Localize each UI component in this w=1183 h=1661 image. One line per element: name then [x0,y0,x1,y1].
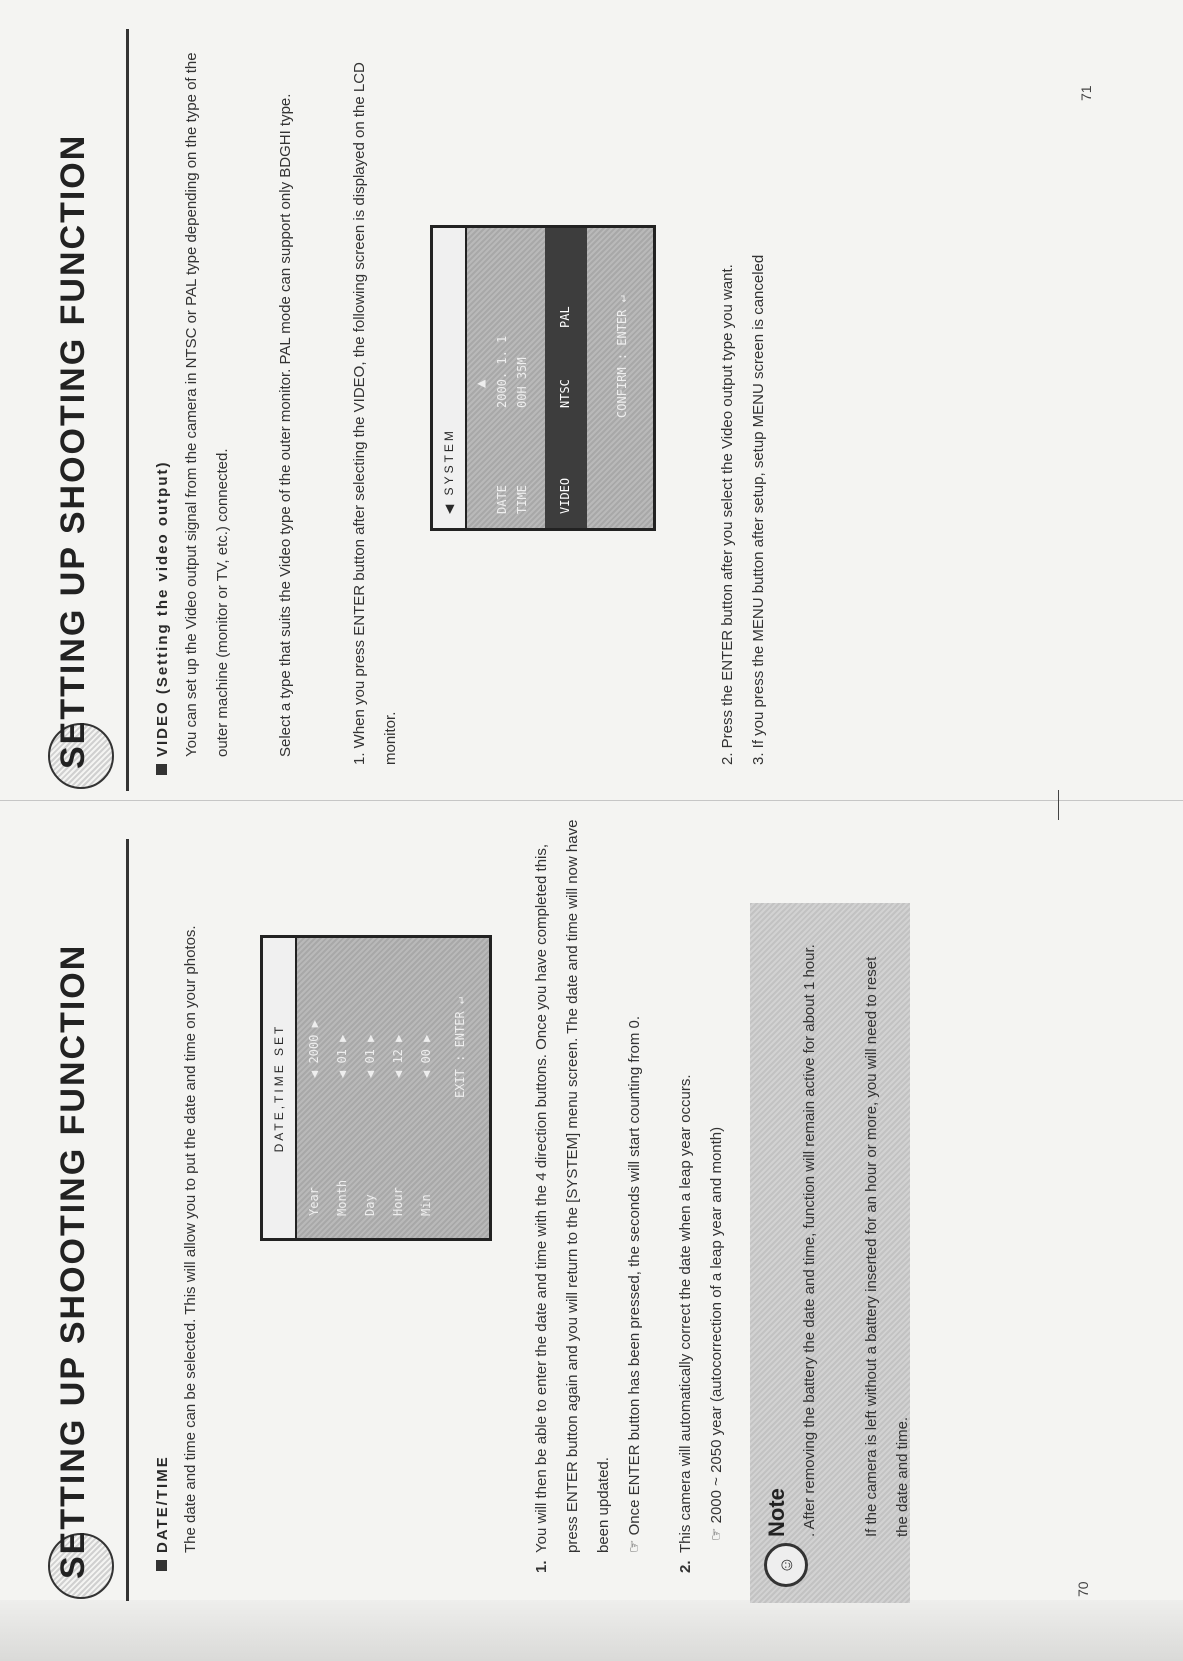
note-line-2: If the camera is left without a battery inserted for an hour or more, you will need to reset the date and time. [863,956,911,1537]
step1-hint [619,813,650,1553]
left-page [0,811,1183,1601]
video-heading-text: VIDEO (Setting the video output) [154,460,171,757]
step2-hint [701,821,732,1541]
menu-row-value: ◀ 12 ▶ [391,1034,405,1078]
hint-pointer-icon: ☞ [708,1523,725,1541]
menu-row-month: Month [335,1179,349,1216]
video-para-1: You can set up the Video output signal from the camera in NTSC or PAL type depending on the type of the outer machine (monitor or TV, etc.) connected. [183,52,231,757]
video-step-2: 2. Press the ENTER button after you select the Video output type you want. [719,264,736,765]
menu-time-label: TIME [515,485,529,514]
menu-time-value: 00H 35M [515,357,529,408]
system-menu-footer [615,295,629,418]
menu-row-value: ◀ 2000 ▶ [307,1020,321,1078]
menu-date-label: DATE [495,485,509,514]
menu-video-option-ntsc: NTSC [558,379,572,408]
system-menu-header: ◀ SYSTEM [433,228,467,528]
date-time-intro: The date and time can be selected. This will allow you to put the date and time on your photos. [182,925,199,1553]
left-page-title: SETTING UP SHOOTING FUNCTION [54,943,92,1579]
date-time-heading [154,1455,171,1571]
menu-row-value: ◀ 01 ▶ [363,1034,377,1078]
menu-footer-text: EXIT : ENTER [453,1011,467,1098]
video-heading [154,461,171,776]
menu-date-value: 2000. 1. 1 [495,335,509,408]
note-title: Note [764,1488,789,1537]
title-rule [126,29,129,791]
square-bullet-icon [156,1560,167,1571]
menu-row-value: ◀ 00 ▶ [419,1034,433,1078]
page-number-right: 71 [1078,85,1094,101]
step2-hint-text: 2000 ~ 2050 year (autocorrection of a leap year and month) [708,1126,725,1524]
title-rule [126,839,129,1601]
right-page-title: SETTING UP SHOOTING FUNCTION [54,133,92,769]
video-step-3: 3. If you press the MENU button after setup, setup MENU screen is canceled [750,254,767,765]
right-page [0,1,1183,791]
note-line-1: . After removing the battery the date and time, function will remain active for about 1 hour. [801,944,818,1537]
date-time-menu-screen [260,935,492,1241]
square-bullet-icon [156,764,167,775]
menu-row-label: Year [307,1187,321,1216]
step1-number: 1. [533,1560,550,1573]
system-menu-footer-text: CONFIRM : ENTER [615,309,629,418]
scroll-up-arrow-icon: ▲ [473,379,489,388]
page-number-left: 70 [1075,1581,1091,1597]
menu-footer [453,997,467,1098]
note-box [750,903,910,1603]
menu-video-option-pal: PAL [558,306,572,328]
menu-row-hour: Hour [391,1187,405,1216]
date-time-heading-text: DATE/TIME [154,1455,171,1553]
menu-row-year [307,1187,321,1216]
step1-hint-text: Once ENTER button has been pressed, the seconds will start counting from 0. [626,1015,643,1536]
menu-row-min: Min [419,1194,433,1216]
hint-pointer-icon: ☞ [626,1535,643,1553]
menu-video-label: VIDEO [558,477,572,514]
step1-text: You will then be able to enter the date and time with the 4 direction buttons. Once you have completed this, press ENTER button again and you will return to the [SYSTEM] menu screen. The date and time will now have been updated. [533,819,612,1553]
left-title-block [40,841,140,1601]
system-menu-screen [430,225,656,531]
enter-arrow-icon: ↵ [615,295,629,303]
menu-row-day: Day [363,1194,377,1216]
step2-text: This camera will automatically correct the date when a leap year occurs. [677,1074,694,1553]
right-title-block [40,31,140,791]
menu-header: DATE,TIME SET [263,938,297,1238]
note-face-icon: ☺ [764,1543,808,1587]
video-step-1: 1. When you press ENTER button after selecting the VIDEO, the following screen is displayed on the LCD monitor. [351,62,399,765]
enter-arrow-icon: ↵ [453,996,467,1005]
menu-row-value: ◀ 01 ▶ [335,1034,349,1078]
step2-number: 2. [677,1560,694,1573]
video-para-2: Select a type that suits the Video type of the outer monitor. PAL mode can support only BDGHI type. [277,93,294,757]
